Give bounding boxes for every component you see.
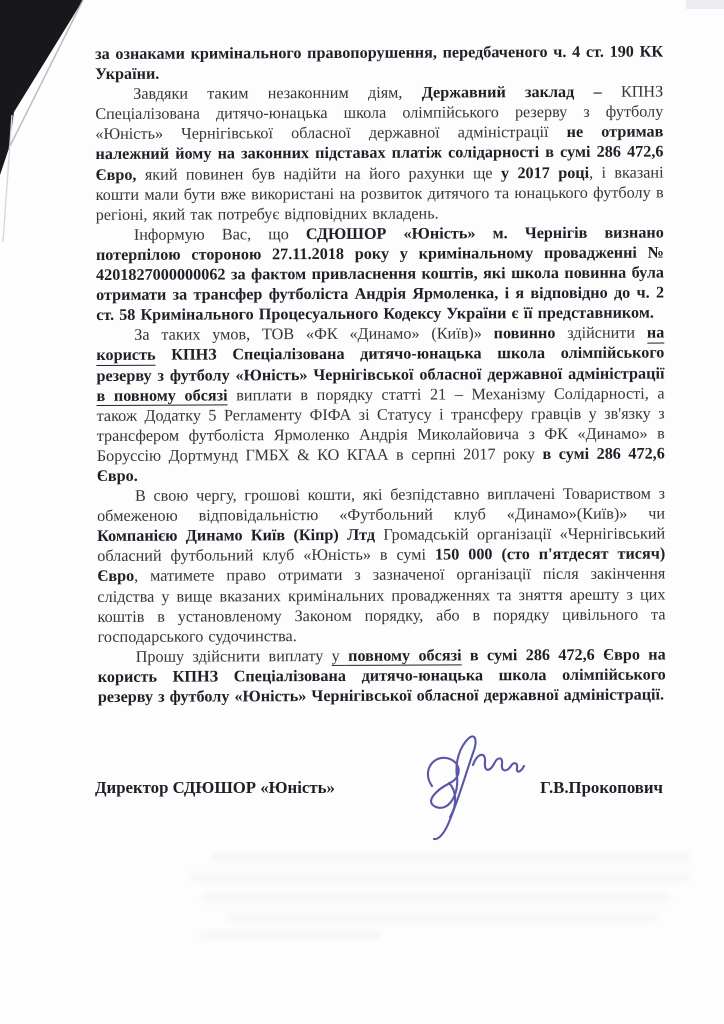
text-run: Громадській організації «Чернігівський обласний футбольний клуб «Юність» в сумі bbox=[97, 524, 666, 566]
text-run: в повному обсязі bbox=[96, 386, 228, 405]
paragraph-3 bbox=[96, 222, 664, 325]
text-run: здійснити bbox=[567, 323, 647, 343]
text-run: КПНЗ Спеціалізована дитячо-юнацька школа олімпійського резерву з футболу «Юність» Чернігівської обласної державної адміністрації bbox=[95, 82, 664, 144]
text-run: в сумі 286 472,6 Євро. bbox=[96, 444, 665, 485]
paragraph-5 bbox=[97, 484, 666, 647]
paragraph-2 bbox=[95, 82, 664, 225]
text-run: Завдяки таким незаконним діям, bbox=[133, 83, 422, 104]
text-run: виплати в порядку статті 21 – Механізму Солідарності, а також Додатку 5 Регламенту ФІФА зі Статусу і трансферу гравців у зв'язку з трансфером футболіста Ярмоленко Андрія Миколайовича з ФК «Динамо» в Боруссію Дортмунд ГМБХ & КО КГАА в серпні 2017 року bbox=[96, 384, 665, 465]
text-run: Інформую Вас, що bbox=[133, 224, 306, 244]
text-run: не отримав належний йому на законних підставах платіж солідарності в сумі 286 472,6 Євро, bbox=[95, 122, 664, 184]
text-run: Державний заклад – bbox=[421, 82, 621, 102]
bleed-through-line bbox=[190, 873, 690, 882]
text-run: 150 000 (сто п'ятдесят тисяч) Євро bbox=[97, 544, 666, 586]
bleed-through-line bbox=[202, 893, 670, 902]
signer-name-label: Г.В.Прокопович bbox=[540, 778, 663, 797]
text-run: у bbox=[331, 646, 349, 665]
text-run: В свою чергу, грошові кошти, які безпідставно виплачені Товариством з обмеженою відповідальністю «Футбольний клуб «Динамо»(Київ)» чи bbox=[97, 484, 666, 526]
scan-edge-artifact bbox=[686, 0, 724, 9]
text-run: КПНЗ Спеціалізована дитячо-юнацька школа олімпійського резерву з футболу «Юність» Чернігівської обласної державної адміністрації bbox=[96, 343, 665, 385]
signer-role-label: Директор СДЮШОР «Юність» bbox=[95, 778, 335, 797]
scan-corner-artifact bbox=[0, 0, 100, 245]
text-run: Компанією Динамо Київ (Кіпр) Лтд bbox=[97, 525, 384, 546]
text-run: в сумі 286 472,6 Євро на користь КПНЗ Спеціалізована дитячо-юнацька школа олімпійського резерву з футболу «Юність» Чернігівської обласної державної адміністрації. bbox=[97, 645, 666, 706]
text-run: на користь bbox=[96, 323, 665, 365]
text-run: Прошу здійснити виплату bbox=[135, 646, 332, 666]
text-run: За таких умов, ТОВ «ФК «Динамо» (Київ)» bbox=[134, 324, 494, 345]
bleed-through-line bbox=[212, 852, 690, 861]
document-body bbox=[95, 42, 666, 708]
text-run: повинно bbox=[493, 324, 568, 343]
text-run: у 2017 році bbox=[500, 163, 590, 182]
paragraph-1 bbox=[95, 42, 663, 85]
paragraph-4 bbox=[96, 323, 665, 486]
text-run: , і вказані кошти мали бути вже використані на розвиток дитячого та юнацького футболу в регіоні, який так потребує відповідних вкладень. bbox=[95, 163, 664, 224]
text-run: повному обсязі bbox=[348, 646, 462, 665]
text-run: , матимете право отримати з зазначеної організації після закінчення слідства у вище вказаних кримінальних провадженнях та зняття арешту з цих коштів в установленому Законом порядку, або в порядку цивільного та господарського судочинства. bbox=[97, 564, 666, 646]
bleed-through-line bbox=[228, 913, 658, 922]
signature-block bbox=[95, 778, 663, 798]
text-run: за ознаками кримінального правопорушення, передбаченого ч. 4 ст. 190 КК України. bbox=[95, 42, 664, 84]
bleed-through-line bbox=[200, 931, 380, 940]
text-run: який повинен був надійти на його рахунки ще bbox=[144, 163, 501, 184]
paragraph-6 bbox=[98, 644, 666, 707]
text-run: СДЮШОР «Юність» м. Чернігів визнано потерпілою стороною 27.11.2018 року у кримінальному провадженні № 4201827000000062 за фактом привласнення коштів, які школа повинна була отримати за трансфер футболіста Андрія Ярмоленка, і я відповідно до ч. 2 ст. 58 Кримінального Процесуального Кодексу України є її представником. bbox=[95, 223, 665, 325]
